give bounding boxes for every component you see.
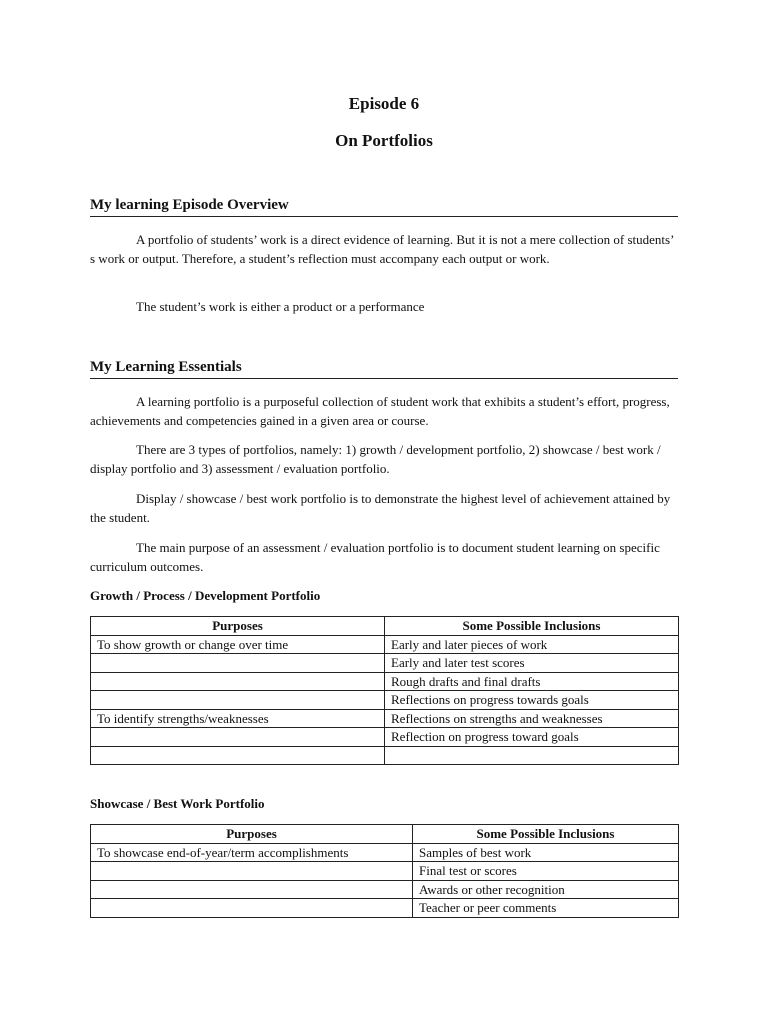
table-row [91,899,679,918]
essentials-paragraph-1: A learning portfolio is a purposeful collection of student work that exhibits a student’s effort, progress, achievements and competencies gained in a given area or course. [90,394,670,428]
column-header-purposes: Purposes [91,617,385,636]
table-row [91,843,679,862]
table-row [91,709,679,728]
essentials-paragraph-2: There are 3 types of portfolios, namely: 1) growth / development portfolio, 2) showcase / best work / display portfolio and 3) assessment / evaluation portfolio. [90,442,661,476]
table-row [91,746,679,765]
purpose-cell: To identify strengths/weaknesses [91,709,385,728]
purpose-cell [91,691,385,710]
overview-paragraph-1: A portfolio of students’ work is a direct evidence of learning. But it is not a mere collection of students’ s work or output. Therefore, a student’s reflection must accompany each output or work. [90,232,674,266]
purpose-cell [91,728,385,747]
inclusion-cell: Early and later test scores [385,654,679,673]
table-header-row [91,617,679,636]
inclusion-cell [385,746,679,765]
episode-title: Episode 6 [348,94,420,113]
growth-portfolio-title: Growth / Process / Development Portfolio [90,588,321,603]
essentials-paragraph-4: The main purpose of an assessment / evaluation portfolio is to document student learning on specific curriculum outcomes. [90,540,660,574]
overview-paragraph-2: The student’s work is either a product or a performance [136,299,425,314]
table-row [91,691,679,710]
purpose-cell [91,746,385,765]
showcase-portfolio-title: Showcase / Best Work Portfolio [90,796,265,811]
purpose-cell [91,654,385,673]
purpose-cell [91,899,413,918]
growth-portfolio-table [90,616,679,765]
column-header-inclusions: Some Possible Inclusions [385,617,679,636]
table-row [91,635,679,654]
table-row [91,880,679,899]
purpose-cell: To show growth or change over time [91,635,385,654]
inclusion-cell: Reflection on progress toward goals [385,728,679,747]
overview-heading: My learning Episode Overview [90,196,678,217]
purpose-cell [91,880,413,899]
purpose-cell: To showcase end-of-year/term accomplishments [91,843,413,862]
table-row [91,672,679,691]
essentials-paragraph-3: Display / showcase / best work portfolio is to demonstrate the highest level of achievement attained by the student. [90,491,671,525]
inclusion-cell: Reflections on progress towards goals [385,691,679,710]
column-header-inclusions: Some Possible Inclusions [413,825,679,844]
table-row [91,728,679,747]
purpose-cell [91,672,385,691]
column-header-purposes: Purposes [91,825,413,844]
showcase-portfolio-table [90,824,679,918]
purpose-cell [91,862,413,881]
essentials-heading: My Learning Essentials [90,358,678,379]
page-title: On Portfolios [335,131,433,150]
inclusion-cell: Early and later pieces of work [385,635,679,654]
inclusion-cell: Final test or scores [413,862,679,881]
inclusion-cell: Rough drafts and final drafts [385,672,679,691]
table-row [91,654,679,673]
inclusion-cell: Teacher or peer comments [413,899,679,918]
inclusion-cell: Awards or other recognition [413,880,679,899]
inclusion-cell: Samples of best work [413,843,679,862]
table-header-row [91,825,679,844]
inclusion-cell: Reflections on strengths and weaknesses [385,709,679,728]
table-row [91,862,679,881]
